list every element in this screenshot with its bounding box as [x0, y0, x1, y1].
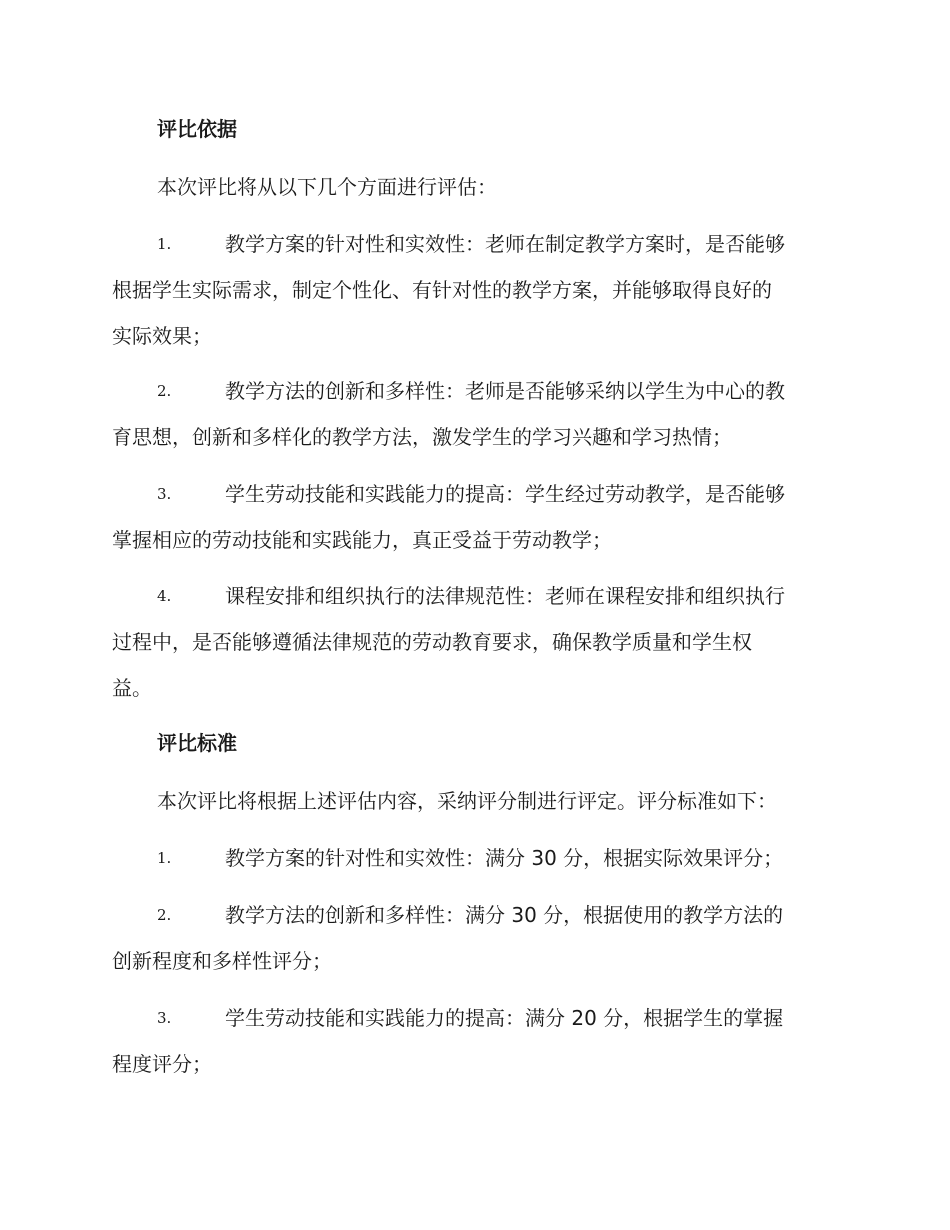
section-heading-standard: 评比标准	[157, 731, 237, 755]
list-item-number: 3.	[157, 485, 172, 503]
list-item-first-line: 学生劳动技能和实践能力的提高：学生经过劳动教学，是否能够	[225, 482, 785, 506]
list-item-continuation: 掌握相应的劳动技能和实践能力，真正受益于劳动教学；	[112, 528, 612, 552]
list-item	[112, 573, 842, 711]
section-intro-standard: 本次评比将根据上述评估内容，采纳评分制进行评定。评分标准如下：	[157, 789, 777, 813]
list-item-number: 1.	[157, 849, 172, 867]
list-item-continuation: 程度评分；	[112, 1052, 212, 1076]
list-item-continuation: 育思想，创新和多样化的教学方法，激发学生的学习兴趣和学习热情；	[112, 425, 732, 449]
list-item-continuation: 根据学生实际需求，制定个性化、有针对性的教学方案，并能够取得良好的 实际效果；	[112, 278, 772, 348]
list-item	[112, 892, 842, 984]
list-item-first-line: 教学方法的创新和多样性：满分 30 分，根据使用的教学方法的	[225, 903, 784, 927]
list-item-continuation: 过程中，是否能够遵循法律规范的劳动教育要求，确保教学质量和学生权 益。	[112, 630, 752, 700]
list-item-number: 4.	[157, 587, 172, 605]
list-item-number: 1.	[157, 235, 172, 253]
list-item-number: 2.	[157, 382, 172, 400]
list-item	[112, 995, 842, 1087]
list-item-first-line: 教学方案的针对性和实效性：老师在制定教学方案时，是否能够	[225, 232, 785, 256]
list-item	[112, 835, 842, 881]
list-item-continuation: 创新程度和多样性评分；	[112, 949, 332, 973]
section-heading-basis: 评比依据	[157, 117, 237, 141]
section-intro-basis: 本次评比将从以下几个方面进行评估：	[157, 175, 497, 199]
list-item	[112, 221, 842, 359]
list-item-first-line: 教学方法的创新和多样性：老师是否能够采纳以学生为中心的教	[225, 379, 785, 403]
list-item-number: 3.	[157, 1009, 172, 1027]
list-item	[112, 471, 842, 563]
list-item-first-line: 课程安排和组织执行的法律规范性：老师在课程安排和组织执行	[225, 584, 785, 608]
list-item	[112, 368, 842, 460]
list-item-first-line: 学生劳动技能和实践能力的提高：满分 20 分，根据学生的掌握	[225, 1006, 784, 1030]
list-item-first-line: 教学方案的针对性和实效性：满分 30 分，根据实际效果评分；	[225, 846, 784, 870]
list-item-number: 2.	[157, 906, 172, 924]
